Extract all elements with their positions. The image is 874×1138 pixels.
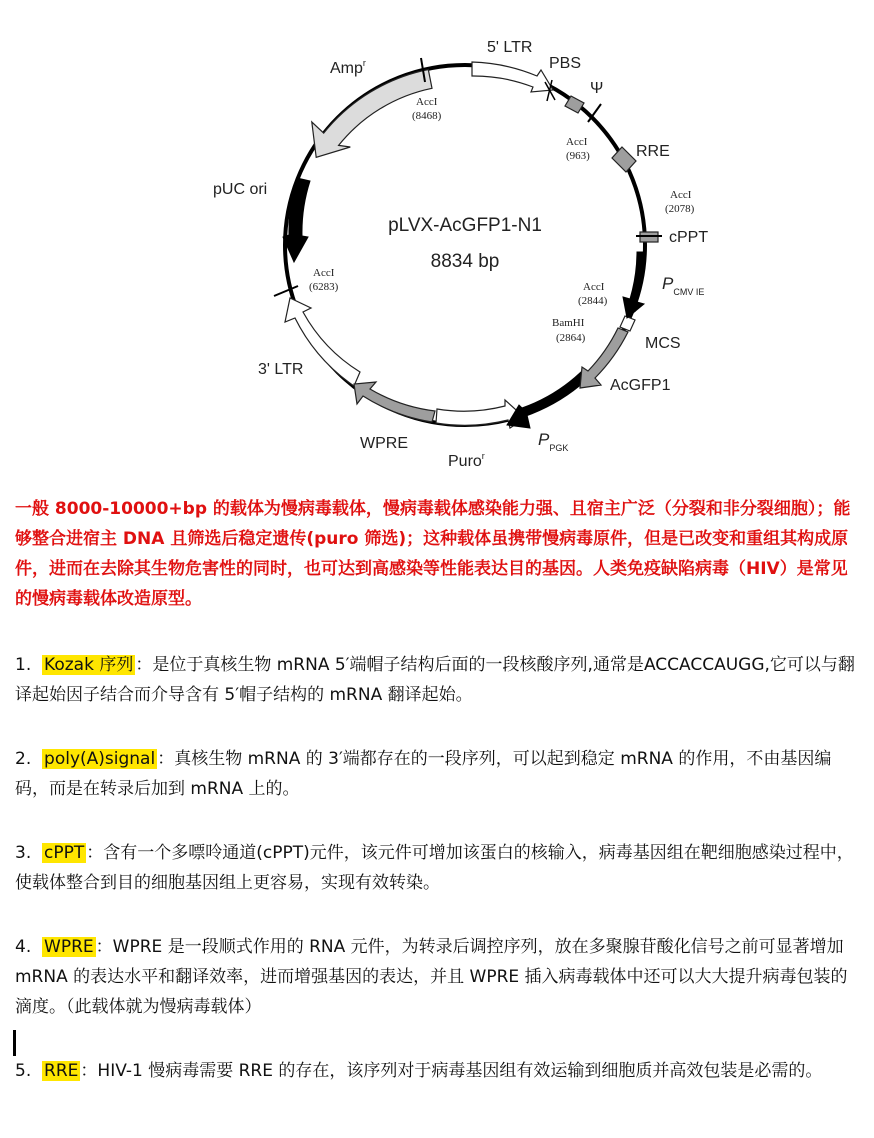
ltr5-arrow xyxy=(472,62,553,92)
item-term-highlight: poly(A)signal xyxy=(44,749,156,769)
site-bamh1-name: BamHI xyxy=(552,317,585,329)
item-term-highlight: cPPT xyxy=(44,843,85,863)
label-puro: Puro$^r$ xyxy=(448,451,485,470)
site-acc1-6283-pos: (6283) xyxy=(309,281,339,293)
item-number: 3. xyxy=(15,843,32,863)
label-ltr5: 5' LTR xyxy=(487,39,533,56)
label-ltr3: 3' LTR xyxy=(258,361,304,378)
plasmid-size: 8834 bp xyxy=(430,251,500,272)
pcmv-promoter-arrow xyxy=(623,252,644,318)
label-wpre: WPRE xyxy=(360,435,408,452)
label-pbs: PBS xyxy=(549,55,582,72)
text-cursor xyxy=(13,1030,16,1056)
site-acc1-2078-name: AccI xyxy=(670,189,692,201)
plasmid-map-diagram xyxy=(0,0,874,480)
site-bamh1-pos: (2864) xyxy=(556,332,586,344)
label-rre: RRE xyxy=(636,143,670,160)
label-acgfp1: AcGFP1 xyxy=(610,377,671,394)
site-acc1-6283-name: AccI xyxy=(313,267,335,279)
ppgk-promoter-arrow xyxy=(507,372,588,428)
rre-box xyxy=(612,147,636,172)
plasmid-title: pLVX-AcGFP1-N1 xyxy=(388,215,542,236)
label-amp: Amp$^r$ xyxy=(330,58,366,77)
site-acc1-8468-pos: (8468) xyxy=(412,110,442,122)
item-polya xyxy=(15,744,860,804)
site-acc1-963-name: AccI xyxy=(566,136,588,148)
item-number: 4. xyxy=(15,937,32,957)
site-acc1-963-pos: (963) xyxy=(566,150,590,162)
item-number: 5. xyxy=(15,1061,32,1081)
label-mcs: MCS xyxy=(645,335,681,352)
item-text: ：真核生物 mRNA 的 3′端都存在的一段序列，可以起到稳定 mRNA 的作用，不由基因编码，而是在转录后加到 mRNA 上的。 xyxy=(15,749,832,799)
site-acc1-2078-pos: (2078) xyxy=(665,203,695,215)
site-acc1-2844-name: AccI xyxy=(583,281,605,293)
label-psi: Ψ xyxy=(590,80,604,97)
item-term-highlight: WPRE xyxy=(44,937,94,957)
item-rre xyxy=(15,1056,860,1086)
site-acc1-8468-name: AccI xyxy=(416,96,438,108)
label-cppt: cPPT xyxy=(669,229,709,246)
item-kozak xyxy=(15,650,860,710)
item-text: ：HIV-1 慢病毒需要 RRE 的存在，该序列对于病毒基因组有效运输到细胞质并高效包装是必需的。 xyxy=(80,1061,823,1081)
item-text: ：是位于真核生物 mRNA 5′端帽子结构后面的一段核酸序列,通常是ACCACCAUGG,它可以与翻译起始因子结合而介导含有 5′帽子结构的 mRNA 翻译起始。 xyxy=(15,655,855,705)
site-acc1-2844-pos: (2844) xyxy=(578,295,608,307)
item-term-highlight: RRE xyxy=(44,1061,79,1081)
item-number: 1. xyxy=(15,655,32,675)
intro-paragraph: 一般 8000-10000+bp 的载体为慢病毒载体，慢病毒载体感染能力强、且宿主广泛（分裂和非分裂细胞）；能够整合进宿主 DNA 且筛选后稳定遗传(puro 筛选)；这种载体虽携带慢病毒原件，但是已改变和重组其构成原件，进而在去除其生物危害性的同时，也可达到高感染等性能表达目的基因。人类免疫缺陷病毒（HIV）是常见的慢病毒载体改造原型。 xyxy=(15,499,851,609)
wpre-arrow xyxy=(354,382,435,422)
item-text: ：WPRE 是一段顺式作用的 RNA 元件，为转录后调控序列，放在多聚腺苷酸化信号之前可显著增加 mRNA 的表达水平和翻译效率，进而增强基因的表达，并且 WPRE 插入病毒载体中还可以大大提升病毒包装的滴度。（此载体就为慢病毒载体） xyxy=(15,937,848,1017)
acc1-6283-tick xyxy=(274,286,298,296)
item-text: ：含有一个多嘌呤通道(cPPT)元件，该元件可增加该蛋白的核输入，病毒基因组在靶细胞感染过程中，使载体整合到目的细胞基因组上更容易，实现有效转染。 xyxy=(15,843,854,893)
label-ppgk: $P_{PGK}$ xyxy=(538,430,569,453)
label-pcmv: $P_{CMV IE}$ xyxy=(662,274,705,297)
item-cppt xyxy=(15,838,860,898)
item-wpre xyxy=(15,932,860,1022)
label-puc-ori: pUC ori xyxy=(213,181,268,198)
item-number: 2. xyxy=(15,749,32,769)
item-term-highlight: Kozak 序列 xyxy=(44,655,134,675)
